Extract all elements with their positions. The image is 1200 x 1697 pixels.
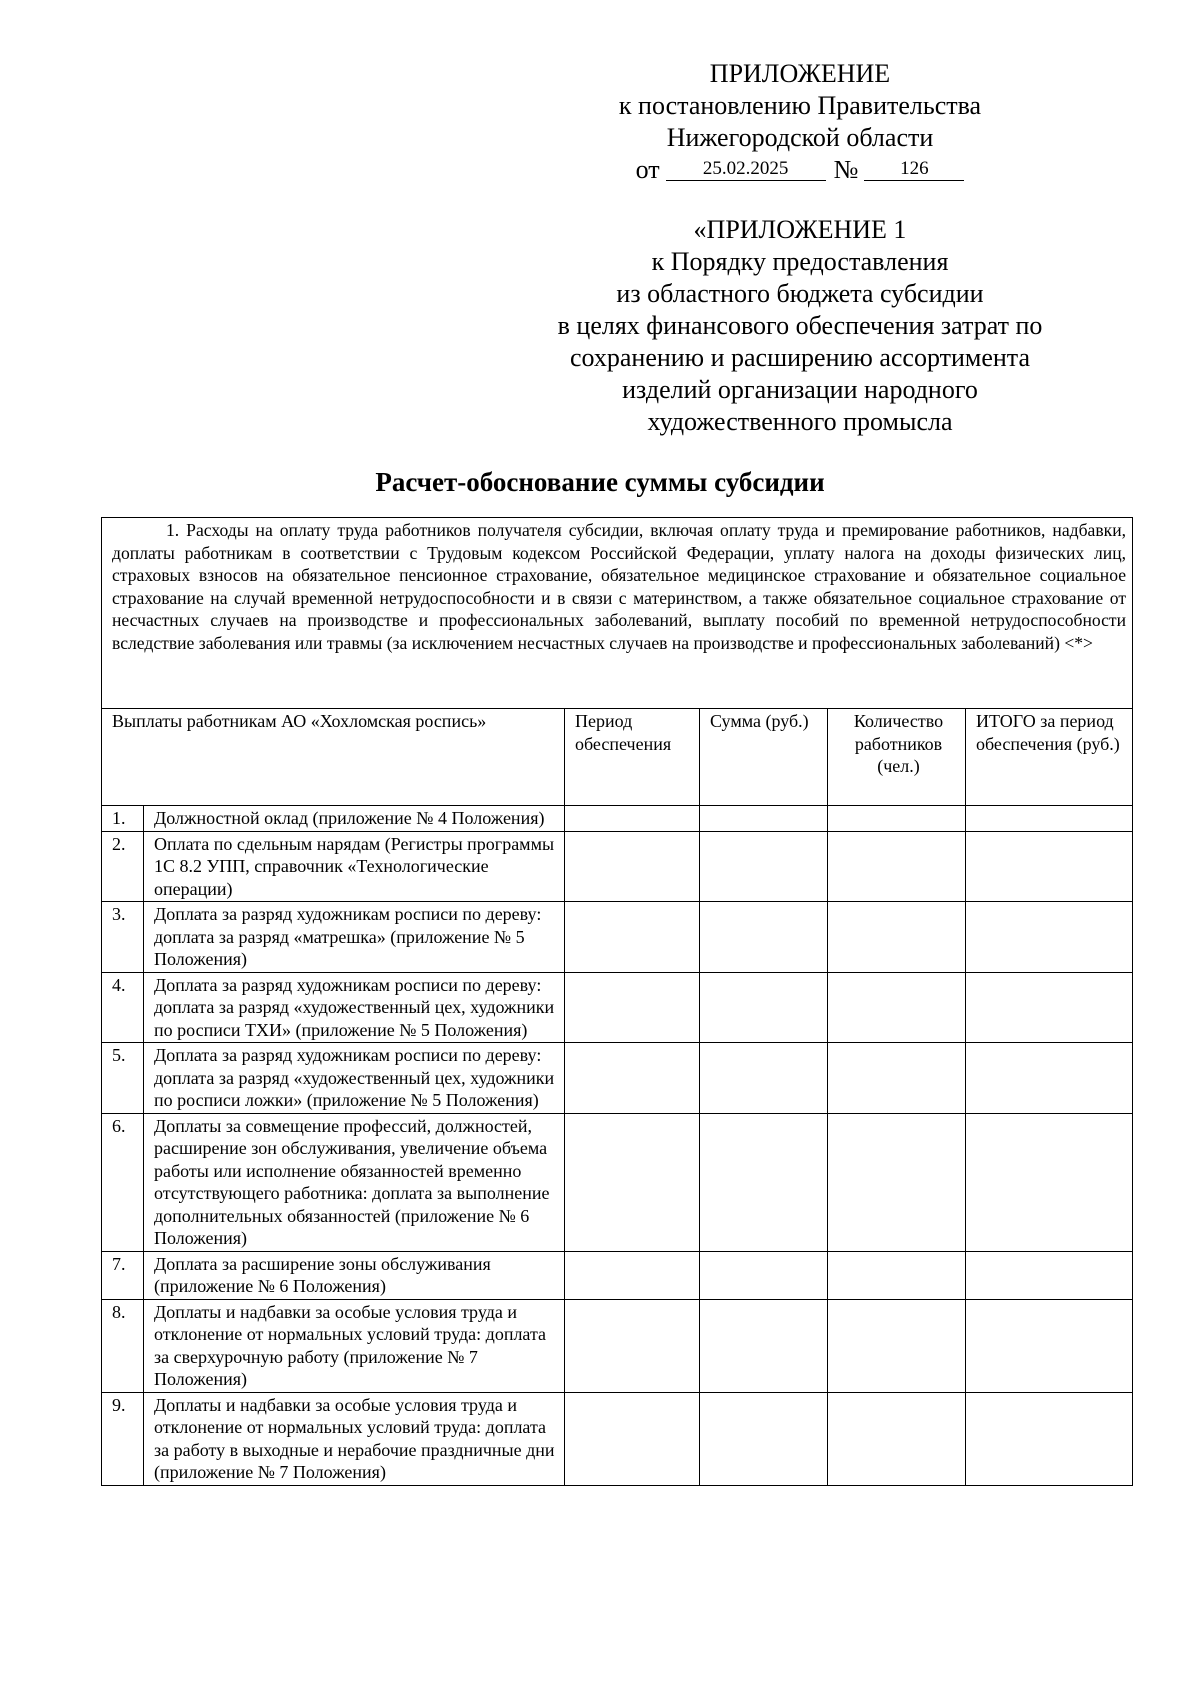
table-row: [102, 1299, 1133, 1392]
section-1-description: [102, 518, 1133, 709]
order-appendix-header: [520, 214, 1080, 438]
cell-total: [966, 1392, 1133, 1485]
row-description: Доплата за разряд художникам росписи по дереву: доплата за разряд «художественный цех, художники по росписи ложки» (приложение № 5 Положения): [144, 1043, 565, 1114]
cell-total: [966, 902, 1133, 973]
table-row: [102, 1043, 1133, 1114]
cell-count: [828, 1251, 966, 1299]
order-line: «ПРИЛОЖЕНИЕ 1: [693, 215, 907, 244]
cell-period: [565, 1043, 700, 1114]
cell-count: [828, 831, 966, 902]
row-description: Оплата по сдельным нарядам (Регистры программы 1С 8.2 УПП, справочник «Технологические операции): [144, 831, 565, 902]
row-number: 4.: [102, 972, 144, 1043]
section-intro-row: [102, 518, 1133, 709]
row-description: Доплата за разряд художникам росписи по дереву: доплата за разряд «матрешка» (приложение № 5 Положения): [144, 902, 565, 973]
cell-sum: [700, 1392, 828, 1485]
header-sum: Сумма (руб.): [700, 709, 828, 806]
cell-sum: [700, 972, 828, 1043]
cell-total: [966, 1299, 1133, 1392]
cell-sum: [700, 1251, 828, 1299]
subsidy-calculation-table: [101, 517, 1133, 1486]
decree-date: 25.02.2025: [666, 158, 826, 181]
row-number: 9.: [102, 1392, 144, 1485]
cell-total: [966, 1251, 1133, 1299]
cell-sum: [700, 1299, 828, 1392]
cell-period: [565, 972, 700, 1043]
cell-count: [828, 1043, 966, 1114]
cell-count: [828, 1113, 966, 1251]
from-label: от: [635, 155, 660, 184]
row-number: 6.: [102, 1113, 144, 1251]
order-line: в целях финансового обеспечения затрат по: [557, 311, 1043, 340]
row-description: Доплата за расширение зоны обслуживания (приложение № 6 Положения): [144, 1251, 565, 1299]
cell-sum: [700, 902, 828, 973]
table-row: [102, 831, 1133, 902]
row-number: 2.: [102, 831, 144, 902]
cell-period: [565, 806, 700, 832]
number-label: №: [833, 155, 859, 184]
row-description: Доплаты за совмещение профессий, должностей, расширение зон обслуживания, увеличение объема работы или исполнение обязанностей временно отсутствующего работника: доплата за выполнение дополнительных обязанностей (приложение № 6 Положения): [144, 1113, 565, 1251]
appendix-line-1: к постановлению Правительства: [618, 91, 982, 120]
header-payments: Выплаты работникам АО «Хохломская роспись»: [102, 709, 565, 806]
cell-period: [565, 902, 700, 973]
table-row: [102, 972, 1133, 1043]
row-number: 5.: [102, 1043, 144, 1114]
header-period: Период обеспечения: [565, 709, 700, 806]
table-row: [102, 806, 1133, 832]
table-row: [102, 1113, 1133, 1251]
cell-sum: [700, 1113, 828, 1251]
order-line: художественного промысла: [647, 407, 953, 436]
table-row: [102, 1392, 1133, 1485]
row-description: Доплата за разряд художникам росписи по дереву: доплата за разряд «художественный цех, художники по росписи ТХИ» (приложение № 5 Положения): [144, 972, 565, 1043]
appendix-line-2: Нижегородской области: [666, 123, 934, 152]
row-number: 7.: [102, 1251, 144, 1299]
table-row: [102, 1251, 1133, 1299]
table-row: [102, 902, 1133, 973]
order-line: из областного бюджета субсидии: [616, 279, 984, 308]
row-number: 8.: [102, 1299, 144, 1392]
cell-count: [828, 806, 966, 832]
appendix-title: ПРИЛОЖЕНИЕ: [709, 59, 891, 88]
table-header-row: [102, 709, 1133, 806]
appendix-date-row: [520, 154, 1080, 186]
cell-count: [828, 1392, 966, 1485]
cell-count: [828, 1299, 966, 1392]
cell-count: [828, 972, 966, 1043]
cell-sum: [700, 806, 828, 832]
cell-sum: [700, 1043, 828, 1114]
cell-count: [828, 902, 966, 973]
cell-sum: [700, 831, 828, 902]
cell-period: [565, 1299, 700, 1392]
row-description: Доплаты и надбавки за особые условия труда и отклонение от нормальных условий труда: доплата за работу в выходные и нерабочие праздничные дни (приложение № 7 Положения): [144, 1392, 565, 1485]
section-1-text: 1. Расходы на оплату труда работников получателя субсидии, включая оплату труда и премирование работников, надбавки, доплаты работникам в соответствии с Трудовым кодексом Российской Федерации, уплату налога на доходы физических лиц, страховых взносов на обязательное пенсионное страхование, обязательное медицинское страхование и обязательное социальное страхование на случай временной нетрудоспособности и в связи с материнством, а также обязательное социальное страхование от несчастных случаев на производстве и профессиональных заболеваний, выплату пособий по временной нетрудоспособности вследствие заболевания или травмы (за исключением несчастных случаев на производстве и профессиональных заболеваний) <*>: [112, 520, 1127, 653]
cell-total: [966, 806, 1133, 832]
document-title: Расчет-обоснование суммы субсидии: [375, 467, 825, 497]
order-line: к Порядку предоставления: [651, 247, 949, 276]
cell-period: [565, 1392, 700, 1485]
cell-total: [966, 1113, 1133, 1251]
order-line: сохранению и расширению ассортимента: [569, 343, 1031, 372]
row-number: 1.: [102, 806, 144, 832]
appendix-header: [520, 58, 1080, 186]
row-number: 3.: [102, 902, 144, 973]
row-description: Должностной оклад (приложение № 4 Положения): [144, 806, 565, 832]
cell-period: [565, 1251, 700, 1299]
row-description: Доплаты и надбавки за особые условия труда и отклонение от нормальных условий труда: доплата за сверхурочную работу (приложение № 7 Положения): [144, 1299, 565, 1392]
decree-number: 126: [864, 158, 964, 181]
header-count: Количество работников (чел.): [828, 709, 966, 806]
header-total: ИТОГО за период обеспечения (руб.): [966, 709, 1133, 806]
cell-total: [966, 831, 1133, 902]
cell-period: [565, 831, 700, 902]
cell-total: [966, 1043, 1133, 1114]
order-line: изделий организации народного: [622, 375, 978, 404]
cell-period: [565, 1113, 700, 1251]
cell-total: [966, 972, 1133, 1043]
